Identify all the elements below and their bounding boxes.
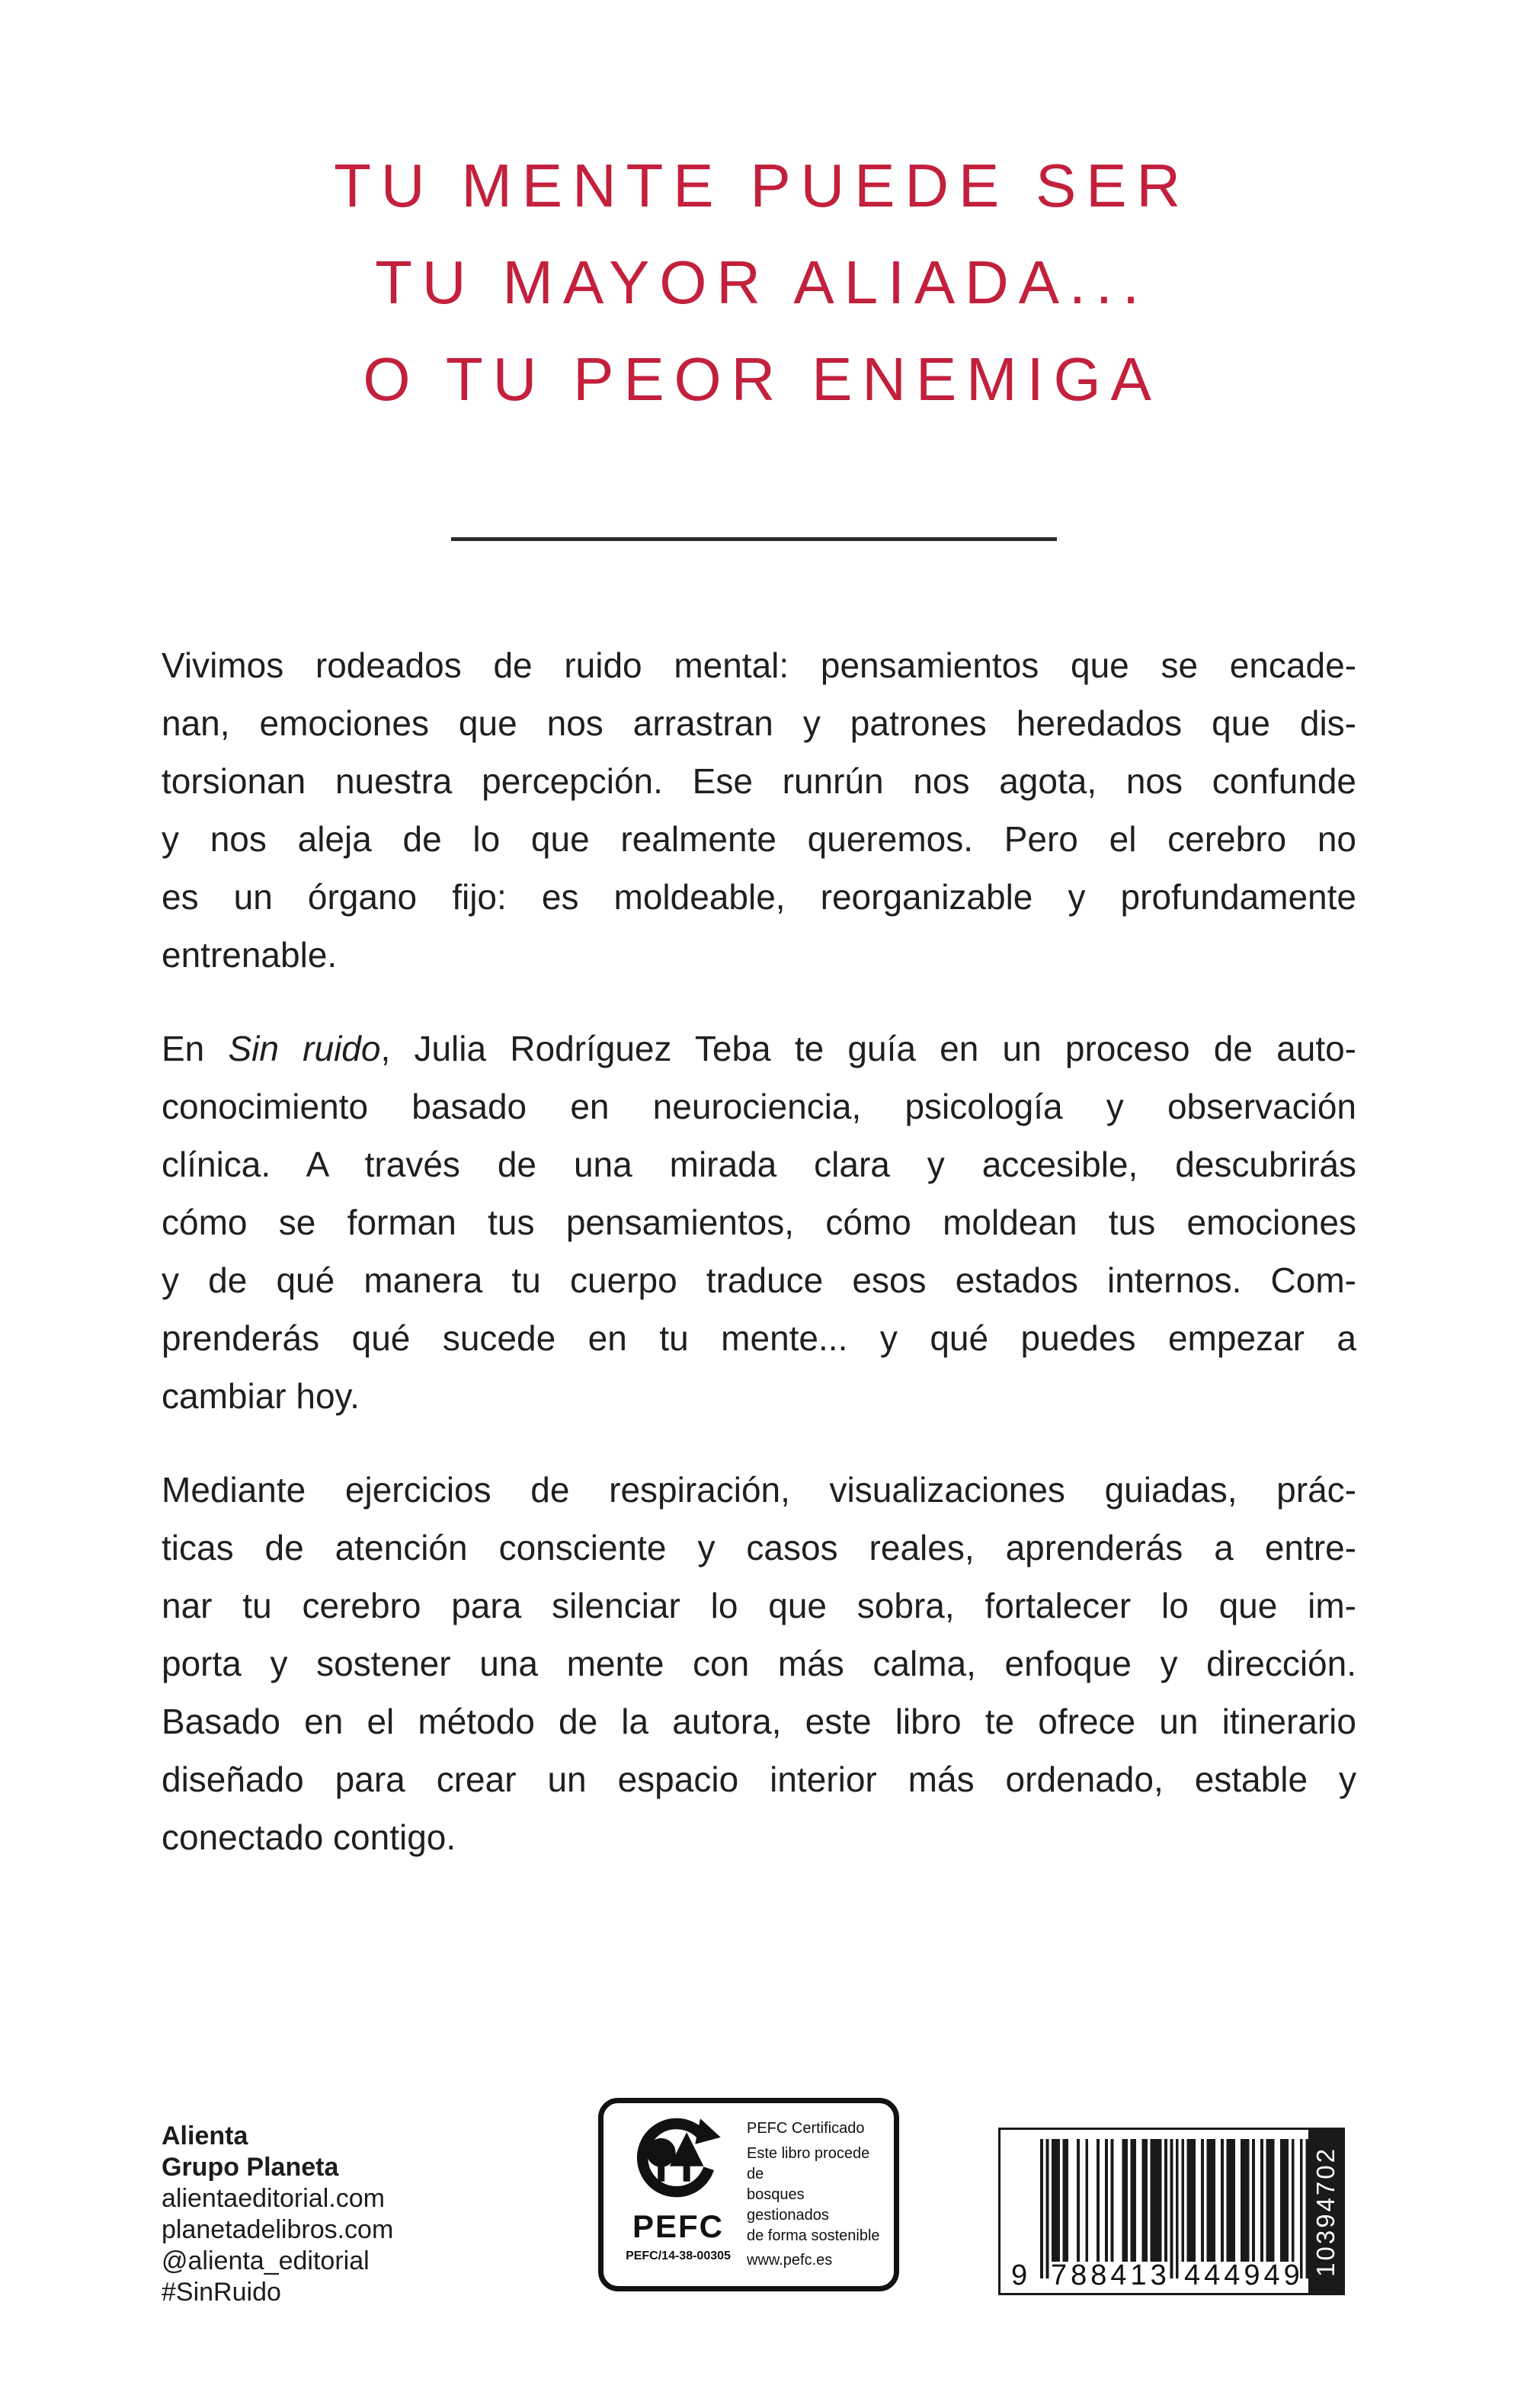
publisher-line: planetadelibros.com: [162, 2215, 394, 2244]
pefc-label: [598, 2098, 899, 2291]
paragraph: [162, 1020, 1356, 1425]
publisher-block: [162, 2121, 393, 2308]
ean-digit-group-1: 788413: [1051, 2259, 1170, 2291]
text-line: porta y sostener una mente con más calma, enfoque y dirección.: [162, 1644, 1356, 1683]
pefc-certified-text: PEFC Certificado: [747, 2120, 865, 2137]
text-line: y nos aleja de lo que realmente queremos. Pero el cerebro no: [162, 819, 1356, 859]
synopsis: [162, 636, 1356, 1866]
text-line: nan, emociones que nos arrastran y patrones heredados que dis-: [162, 703, 1356, 743]
text-line: diseñado para crear un espacio interior más ordenado, estable y: [162, 1760, 1356, 1799]
paragraph: [162, 1461, 1356, 1866]
divider-rule: [451, 537, 1057, 541]
text-line: cambiar hoy.: [162, 1376, 360, 1416]
headline: [0, 137, 1524, 427]
headline-line-2: TU MAYOR ALIADA...: [375, 248, 1149, 316]
publisher-line: Alienta: [162, 2121, 248, 2150]
pefc-right-column: [736, 2117, 882, 2275]
publisher-line: #SinRuido: [162, 2278, 281, 2307]
pefc-license-number: PEFC/14-38-00305: [626, 2249, 731, 2262]
headline-line-1: TU MENTE PUEDE SER: [334, 152, 1190, 219]
pefc-description: [747, 2144, 882, 2246]
pefc-description-line: Este libro procede de: [747, 2144, 870, 2182]
text-line: En Sin ruido, Julia Rodríguez Teba te guía en un proceso de auto-: [162, 1029, 1356, 1068]
pefc-description-line: de forma sostenible: [747, 2227, 880, 2244]
text-line: conectado contigo.: [162, 1817, 456, 1857]
ean-digit-group-2: 444949: [1184, 2259, 1304, 2291]
text-line: Basado en el método de la autora, este libro te ofrece un itinerario: [162, 1702, 1356, 1741]
barcode-side-strip: [1308, 2130, 1343, 2293]
text-line: cómo se forman tus pensamientos, cómo moldean tus emociones: [162, 1202, 1356, 1242]
text-line: prenderás qué sucede en tu mente... y qué puedes empezar a: [162, 1318, 1356, 1358]
ean-lead-digit: 9: [1011, 2259, 1028, 2291]
publisher-line: @alienta_editorial: [162, 2246, 370, 2275]
pefc-website: www.pefc.es: [747, 2252, 833, 2269]
isbn-barcode: [998, 2128, 1345, 2295]
publisher-line: alientaeditorial.com: [162, 2184, 385, 2213]
pefc-wordmark: PEFC: [632, 2208, 724, 2244]
text-line: Vivimos rodeados de ruido mental: pensamientos que se encade-: [162, 645, 1356, 685]
text-line: es un órgano fijo: es moldeable, reorganizable y profundamente: [162, 877, 1356, 917]
publisher-line: Grupo Planeta: [162, 2153, 339, 2182]
headline-line-3: O TU PEOR ENEMIGA: [363, 345, 1161, 413]
text-line: nar tu cerebro para silenciar lo que sobra, fortalecer lo que im-: [162, 1586, 1356, 1625]
barcode-side-number: 10394702: [1311, 2146, 1340, 2277]
text-line: ticas de atención consciente y casos reales, aprenderás a entre-: [162, 1528, 1356, 1567]
paragraph: [162, 636, 1356, 984]
text-line: y de qué manera tu cuerpo traduce esos estados internos. Com-: [162, 1260, 1356, 1300]
text-line: clínica. A través de una mirada clara y accesible, descubrirás: [162, 1145, 1356, 1184]
pefc-left-column: [620, 2117, 736, 2275]
pefc-description-line: bosques gestionados: [747, 2185, 829, 2224]
text-line: Mediante ejercicios de respiración, visualizaciones guiadas, prác-: [162, 1470, 1356, 1510]
text-line: conocimiento basado en neurociencia, psicología y observación: [162, 1087, 1356, 1126]
text-line: torsionan nuestra percepción. Ese runrún nos agota, nos confunde: [162, 761, 1356, 801]
text-line: entrenable.: [162, 935, 338, 975]
pefc-trees-icon: [627, 2117, 729, 2209]
